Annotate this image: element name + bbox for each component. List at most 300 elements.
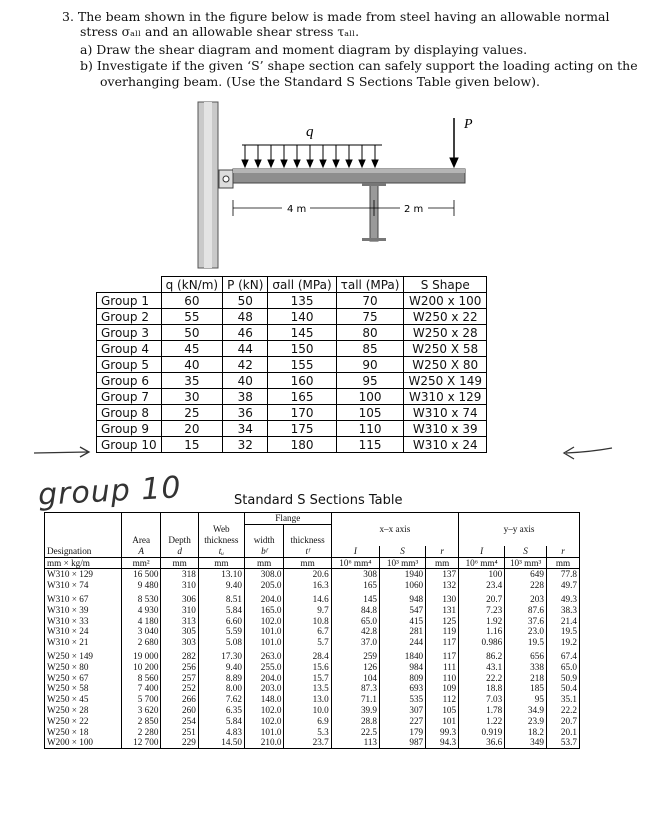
section-value-cell: 263.0 bbox=[244, 648, 284, 662]
group-value-cell: 100 bbox=[336, 389, 404, 405]
symbol-sx: S bbox=[380, 546, 426, 557]
symbol-iy: I bbox=[459, 546, 505, 557]
groups-table bbox=[96, 276, 487, 453]
group-value-cell: 36 bbox=[223, 405, 268, 421]
group-value-cell: 160 bbox=[268, 373, 336, 389]
groups-table-header-row bbox=[97, 277, 487, 293]
group-value-cell: 44 bbox=[223, 341, 268, 357]
section-value-cell: 38.3 bbox=[546, 605, 579, 616]
section-value-cell: 165.0 bbox=[244, 605, 284, 616]
section-value-cell: 36.6 bbox=[459, 737, 505, 748]
section-value-cell: 281 bbox=[380, 626, 426, 637]
section-value-cell: 16 500 bbox=[121, 569, 161, 580]
section-value-cell: 218 bbox=[505, 673, 547, 684]
section-value-cell: 205.0 bbox=[244, 580, 284, 591]
group-value-cell: 175 bbox=[268, 421, 336, 437]
group-value-cell: 110 bbox=[336, 421, 404, 437]
section-value-cell: 15.6 bbox=[284, 662, 331, 673]
group-value-cell: 55 bbox=[161, 309, 222, 325]
area-header: Area bbox=[121, 535, 161, 546]
section-row bbox=[45, 648, 580, 662]
section-value-cell: 4 930 bbox=[121, 605, 161, 616]
section-value-cell: 86.2 bbox=[459, 648, 505, 662]
section-value-cell: 204.0 bbox=[244, 673, 284, 684]
section-value-cell: 338 bbox=[505, 662, 547, 673]
section-row bbox=[45, 705, 580, 716]
section-value-cell: 8 530 bbox=[121, 591, 161, 605]
section-value-cell: 8.89 bbox=[198, 673, 244, 684]
group-name-cell: Group 9 bbox=[97, 421, 162, 437]
groups-table-row bbox=[97, 405, 487, 421]
section-value-cell: 130 bbox=[426, 591, 459, 605]
section-value-cell: 84.8 bbox=[331, 605, 379, 616]
section-value-cell: 111 bbox=[426, 662, 459, 673]
load-label-q: q bbox=[306, 124, 314, 140]
groups-header-q: q (kN/m) bbox=[161, 277, 222, 293]
section-value-cell: 50.4 bbox=[546, 683, 579, 694]
section-value-cell: 6.60 bbox=[198, 616, 244, 627]
section-value-cell: 244 bbox=[380, 637, 426, 648]
group-value-cell: 45 bbox=[161, 341, 222, 357]
group-value-cell: 140 bbox=[268, 309, 336, 325]
section-value-cell: 1840 bbox=[380, 648, 426, 662]
section-value-cell: 101.0 bbox=[244, 727, 284, 738]
symbol-tw: tᵤ bbox=[198, 546, 244, 557]
groups-table-row bbox=[97, 357, 487, 373]
unit-cell: mm bbox=[426, 557, 459, 569]
groups-table-row bbox=[97, 341, 487, 357]
section-value-cell: 35.1 bbox=[546, 694, 579, 705]
groups-table-row bbox=[97, 325, 487, 341]
section-value-cell: 53.7 bbox=[546, 737, 579, 748]
groups-table-row bbox=[97, 309, 487, 325]
symbol-bf: bᶠ bbox=[244, 546, 284, 557]
section-value-cell: 5.08 bbox=[198, 637, 244, 648]
group-value-cell: 40 bbox=[161, 357, 222, 373]
group-name-cell: Group 6 bbox=[97, 373, 162, 389]
section-value-cell: 693 bbox=[380, 683, 426, 694]
section-value-cell: 15.7 bbox=[284, 673, 331, 684]
group-value-cell: 105 bbox=[336, 405, 404, 421]
section-value-cell: 125 bbox=[426, 616, 459, 627]
section-value-cell: 210.0 bbox=[244, 737, 284, 748]
section-value-cell: 984 bbox=[380, 662, 426, 673]
group-value-cell: W310 x 74 bbox=[404, 405, 487, 421]
designation-cell: W310 × 33 bbox=[45, 616, 122, 627]
section-value-cell: 6.7 bbox=[284, 626, 331, 637]
designation-cell: W250 × 80 bbox=[45, 662, 122, 673]
section-value-cell: 49.7 bbox=[546, 580, 579, 591]
section-value-cell: 228 bbox=[505, 580, 547, 591]
designation-cell: W250 × 22 bbox=[45, 716, 122, 727]
group-name-cell: Group 4 bbox=[97, 341, 162, 357]
section-value-cell: 256 bbox=[161, 662, 198, 673]
section-value-cell: 19 000 bbox=[121, 648, 161, 662]
section-value-cell: 3 620 bbox=[121, 705, 161, 716]
section-value-cell: 20.7 bbox=[459, 591, 505, 605]
section-value-cell: 9.40 bbox=[198, 580, 244, 591]
section-value-cell: 117 bbox=[426, 648, 459, 662]
group-name-cell: Group 5 bbox=[97, 357, 162, 373]
section-value-cell: 3 040 bbox=[121, 626, 161, 637]
section-value-cell: 28.4 bbox=[284, 648, 331, 662]
section-row bbox=[45, 580, 580, 591]
group-value-cell: 80 bbox=[336, 325, 404, 341]
section-value-cell: 12 700 bbox=[121, 737, 161, 748]
unit-cell: 10³ mm³ bbox=[380, 557, 426, 569]
section-value-cell: 656 bbox=[505, 648, 547, 662]
section-row bbox=[45, 569, 580, 580]
section-value-cell: 14.6 bbox=[284, 591, 331, 605]
section-value-cell: 2 680 bbox=[121, 637, 161, 648]
group-value-cell: W250 x 28 bbox=[404, 325, 487, 341]
flange-thickness-header: thickness bbox=[284, 535, 331, 546]
groups-table-row bbox=[97, 293, 487, 309]
section-value-cell: 305 bbox=[161, 626, 198, 637]
unit-cell: mm bbox=[198, 557, 244, 569]
section-value-cell: 94.3 bbox=[426, 737, 459, 748]
section-value-cell: 9.7 bbox=[284, 605, 331, 616]
group-value-cell: W310 x 39 bbox=[404, 421, 487, 437]
section-value-cell: 307 bbox=[380, 705, 426, 716]
yy-axis-header: y–y axis bbox=[459, 524, 580, 535]
section-row bbox=[45, 637, 580, 648]
section-value-cell: 535 bbox=[380, 694, 426, 705]
section-row bbox=[45, 716, 580, 727]
section-value-cell: 649 bbox=[505, 569, 547, 580]
section-value-cell: 65.0 bbox=[546, 662, 579, 673]
web-header: Web bbox=[198, 524, 244, 535]
section-value-cell: 23.9 bbox=[505, 716, 547, 727]
group-value-cell: 95 bbox=[336, 373, 404, 389]
group-name-cell: Group 10 bbox=[97, 437, 162, 453]
section-value-cell: 303 bbox=[161, 637, 198, 648]
section-value-cell: 109 bbox=[426, 683, 459, 694]
section-value-cell: 100 bbox=[459, 569, 505, 580]
section-value-cell: 260 bbox=[161, 705, 198, 716]
section-value-cell: 19.5 bbox=[546, 626, 579, 637]
question-part-b-line-2: overhanging beam. (Use the Standard S Sections Table given below). bbox=[100, 74, 540, 89]
unit-cell: mm × kg/m bbox=[45, 557, 122, 569]
designation-cell: W310 × 21 bbox=[45, 637, 122, 648]
section-value-cell: 18.8 bbox=[459, 683, 505, 694]
section-value-cell: 23.0 bbox=[505, 626, 547, 637]
groups-header-tau: τall (MPa) bbox=[336, 277, 404, 293]
section-value-cell: 49.3 bbox=[546, 591, 579, 605]
section-value-cell: 0.919 bbox=[459, 727, 505, 738]
section-value-cell: 19.5 bbox=[505, 637, 547, 648]
designation-cell: W310 × 24 bbox=[45, 626, 122, 637]
group-value-cell: 90 bbox=[336, 357, 404, 373]
handwritten-arrows bbox=[0, 440, 660, 470]
question-line-1: 3. The beam shown in the figure below is made from steel having an allowable normal bbox=[62, 9, 610, 24]
group-name-cell: Group 1 bbox=[97, 293, 162, 309]
section-value-cell: 1060 bbox=[380, 580, 426, 591]
section-value-cell: 99.3 bbox=[426, 727, 459, 738]
section-value-cell: 77.8 bbox=[546, 569, 579, 580]
section-value-cell: 37.0 bbox=[331, 637, 379, 648]
group-value-cell: 20 bbox=[161, 421, 222, 437]
group-value-cell: 75 bbox=[336, 309, 404, 325]
designation-cell: W250 × 18 bbox=[45, 727, 122, 738]
symbol-tf: tᶠ bbox=[284, 546, 331, 557]
designation-cell: W250 × 58 bbox=[45, 683, 122, 694]
group-name-cell: Group 8 bbox=[97, 405, 162, 421]
section-row bbox=[45, 662, 580, 673]
section-value-cell: 8.00 bbox=[198, 683, 244, 694]
depth-header: Depth bbox=[161, 535, 198, 546]
designation-cell: W200 × 100 bbox=[45, 737, 122, 748]
section-value-cell: 227 bbox=[380, 716, 426, 727]
section-value-cell: 313 bbox=[161, 616, 198, 627]
section-value-cell: 65.0 bbox=[331, 616, 379, 627]
groups-table-row bbox=[97, 421, 487, 437]
section-value-cell: 5.7 bbox=[284, 637, 331, 648]
section-value-cell: 5 700 bbox=[121, 694, 161, 705]
designation-cell: W250 × 149 bbox=[45, 648, 122, 662]
section-value-cell: 5.84 bbox=[198, 605, 244, 616]
designation-cell: W310 × 39 bbox=[45, 605, 122, 616]
designation-cell: W310 × 74 bbox=[45, 580, 122, 591]
section-row bbox=[45, 616, 580, 627]
section-value-cell: 229 bbox=[161, 737, 198, 748]
group-value-cell: 85 bbox=[336, 341, 404, 357]
section-value-cell: 1.92 bbox=[459, 616, 505, 627]
question-part-a: a) Draw the shear diagram and moment diagram by displaying values. bbox=[80, 42, 528, 57]
designation-cell: W250 × 67 bbox=[45, 673, 122, 684]
xx-axis-header: x–x axis bbox=[331, 524, 458, 535]
section-value-cell: 13.5 bbox=[284, 683, 331, 694]
section-value-cell: 9 480 bbox=[121, 580, 161, 591]
section-value-cell: 547 bbox=[380, 605, 426, 616]
left-arrow-icon bbox=[34, 447, 89, 457]
groups-header-sigma: σall (MPa) bbox=[268, 277, 336, 293]
distributed-load-arrows bbox=[242, 145, 378, 167]
section-value-cell: 7 400 bbox=[121, 683, 161, 694]
section-value-cell: 102.0 bbox=[244, 716, 284, 727]
section-value-cell: 87.6 bbox=[505, 605, 547, 616]
section-value-cell: 0.986 bbox=[459, 637, 505, 648]
section-value-cell: 20.6 bbox=[284, 569, 331, 580]
question-line-2: stress σₐₗₗ and an allowable shear stress τₐₗₗ. bbox=[80, 24, 360, 39]
symbol-d: d bbox=[161, 546, 198, 557]
group-name-cell: Group 2 bbox=[97, 309, 162, 325]
section-value-cell: 1940 bbox=[380, 569, 426, 580]
right-arrow-icon bbox=[564, 447, 612, 459]
section-value-cell: 415 bbox=[380, 616, 426, 627]
section-value-cell: 67.4 bbox=[546, 648, 579, 662]
group-value-cell: 70 bbox=[336, 293, 404, 309]
unit-cell: mm bbox=[161, 557, 198, 569]
section-value-cell: 20.1 bbox=[546, 727, 579, 738]
group-value-cell: 115 bbox=[336, 437, 404, 453]
section-value-cell: 10.8 bbox=[284, 616, 331, 627]
unit-cell: 10³ mm³ bbox=[505, 557, 547, 569]
section-value-cell: 6.9 bbox=[284, 716, 331, 727]
groups-table-row bbox=[97, 389, 487, 405]
group-value-cell: 38 bbox=[223, 389, 268, 405]
section-value-cell: 318 bbox=[161, 569, 198, 580]
section-row bbox=[45, 694, 580, 705]
section-value-cell: 987 bbox=[380, 737, 426, 748]
section-value-cell: 255.0 bbox=[244, 662, 284, 673]
group-value-cell: W250 X 80 bbox=[404, 357, 487, 373]
section-value-cell: 101.0 bbox=[244, 626, 284, 637]
symbol-rx: r bbox=[426, 546, 459, 557]
group-value-cell: 50 bbox=[161, 325, 222, 341]
symbol-sy: S bbox=[505, 546, 547, 557]
section-value-cell: 1.22 bbox=[459, 716, 505, 727]
flange-width-header: width bbox=[244, 535, 284, 546]
section-value-cell: 203.0 bbox=[244, 683, 284, 694]
group-value-cell: 40 bbox=[223, 373, 268, 389]
section-value-cell: 282 bbox=[161, 648, 198, 662]
unit-cell: 10⁶ mm⁴ bbox=[331, 557, 379, 569]
section-value-cell: 17.30 bbox=[198, 648, 244, 662]
groups-header-empty bbox=[97, 277, 162, 293]
group-value-cell: 34 bbox=[223, 421, 268, 437]
designation-cell: W310 × 67 bbox=[45, 591, 122, 605]
group-value-cell: 42 bbox=[223, 357, 268, 373]
section-value-cell: 101.0 bbox=[244, 637, 284, 648]
group-value-cell: 170 bbox=[268, 405, 336, 421]
groups-header-p: P (kN) bbox=[223, 277, 268, 293]
point-load-label: P bbox=[464, 117, 473, 132]
section-value-cell: 252 bbox=[161, 683, 198, 694]
section-value-cell: 204.0 bbox=[244, 591, 284, 605]
section-value-cell: 254 bbox=[161, 716, 198, 727]
section-value-cell: 37.6 bbox=[505, 616, 547, 627]
section-value-cell: 185 bbox=[505, 683, 547, 694]
group-value-cell: W310 x 129 bbox=[404, 389, 487, 405]
section-value-cell: 7.62 bbox=[198, 694, 244, 705]
section-value-cell: 14.50 bbox=[198, 737, 244, 748]
section-value-cell: 8.51 bbox=[198, 591, 244, 605]
overhang-dimension-label: 2 m bbox=[404, 204, 424, 215]
group-value-cell: 48 bbox=[223, 309, 268, 325]
section-row bbox=[45, 605, 580, 616]
section-value-cell: 2 280 bbox=[121, 727, 161, 738]
section-value-cell: 10.0 bbox=[284, 705, 331, 716]
section-row bbox=[45, 683, 580, 694]
designation-cell: W250 × 45 bbox=[45, 694, 122, 705]
section-value-cell: 105 bbox=[426, 705, 459, 716]
section-value-cell: 104 bbox=[331, 673, 379, 684]
section-value-cell: 948 bbox=[380, 591, 426, 605]
section-value-cell: 39.9 bbox=[331, 705, 379, 716]
section-value-cell: 113 bbox=[331, 737, 379, 748]
group-value-cell: 46 bbox=[223, 325, 268, 341]
group-value-cell: 15 bbox=[161, 437, 222, 453]
section-value-cell: 119 bbox=[426, 626, 459, 637]
section-value-cell: 117 bbox=[426, 637, 459, 648]
section-value-cell: 145 bbox=[331, 591, 379, 605]
section-value-cell: 349 bbox=[505, 737, 547, 748]
group-value-cell: 30 bbox=[161, 389, 222, 405]
symbol-ry: r bbox=[546, 546, 579, 557]
group-value-cell: 150 bbox=[268, 341, 336, 357]
section-value-cell: 251 bbox=[161, 727, 198, 738]
section-value-cell: 102.0 bbox=[244, 705, 284, 716]
span-dimension-label: 4 m bbox=[287, 204, 307, 215]
section-value-cell: 43.1 bbox=[459, 662, 505, 673]
section-value-cell: 1.16 bbox=[459, 626, 505, 637]
section-value-cell: 5.84 bbox=[198, 716, 244, 727]
section-value-cell: 95 bbox=[505, 694, 547, 705]
unit-cell: 10⁶ mm⁴ bbox=[459, 557, 505, 569]
section-value-cell: 308.0 bbox=[244, 569, 284, 580]
question-part-b-line-1: b) Investigate if the given ‘S’ shape section can safely support the loading acting on the bbox=[80, 58, 638, 73]
unit-cell: mm bbox=[284, 557, 331, 569]
section-value-cell: 8 560 bbox=[121, 673, 161, 684]
section-value-cell: 19.2 bbox=[546, 637, 579, 648]
section-row bbox=[45, 673, 580, 684]
section-value-cell: 257 bbox=[161, 673, 198, 684]
group-value-cell: 60 bbox=[161, 293, 222, 309]
section-value-cell: 6.35 bbox=[198, 705, 244, 716]
group-value-cell: 32 bbox=[223, 437, 268, 453]
section-value-cell: 23.7 bbox=[284, 737, 331, 748]
section-value-cell: 137 bbox=[426, 569, 459, 580]
section-value-cell: 28.8 bbox=[331, 716, 379, 727]
group-value-cell: 25 bbox=[161, 405, 222, 421]
section-value-cell: 4 180 bbox=[121, 616, 161, 627]
unit-cell: mm² bbox=[121, 557, 161, 569]
section-row bbox=[45, 591, 580, 605]
handwritten-note: group 10 bbox=[37, 470, 183, 513]
group-value-cell: 180 bbox=[268, 437, 336, 453]
section-value-cell: 101 bbox=[426, 716, 459, 727]
section-value-cell: 165 bbox=[331, 580, 379, 591]
standard-s-sections-table bbox=[44, 512, 580, 749]
section-value-cell: 308 bbox=[331, 569, 379, 580]
section-value-cell: 259 bbox=[331, 648, 379, 662]
section-value-cell: 5.3 bbox=[284, 727, 331, 738]
group-value-cell: W250 x 22 bbox=[404, 309, 487, 325]
symbol-ix: I bbox=[331, 546, 379, 557]
section-value-cell: 110 bbox=[426, 673, 459, 684]
groups-table-row bbox=[97, 373, 487, 389]
section-value-cell: 2 850 bbox=[121, 716, 161, 727]
section-row bbox=[45, 626, 580, 637]
group-value-cell: 50 bbox=[223, 293, 268, 309]
section-value-cell: 42.8 bbox=[331, 626, 379, 637]
group-value-cell: 145 bbox=[268, 325, 336, 341]
group-value-cell: W200 x 100 bbox=[404, 293, 487, 309]
section-value-cell: 23.4 bbox=[459, 580, 505, 591]
designation-cell: W250 × 28 bbox=[45, 705, 122, 716]
symbol-a: A bbox=[121, 546, 161, 557]
section-value-cell: 7.23 bbox=[459, 605, 505, 616]
point-load-arrow bbox=[450, 118, 458, 167]
section-value-cell: 20.7 bbox=[546, 716, 579, 727]
section-value-cell: 112 bbox=[426, 694, 459, 705]
designation-cell: W310 × 129 bbox=[45, 569, 122, 580]
section-row bbox=[45, 737, 580, 748]
section-value-cell: 266 bbox=[161, 694, 198, 705]
section-value-cell: 22.5 bbox=[331, 727, 379, 738]
section-value-cell: 34.9 bbox=[505, 705, 547, 716]
web-thickness-header: thickness bbox=[198, 535, 244, 546]
section-value-cell: 1.78 bbox=[459, 705, 505, 716]
section-value-cell: 126 bbox=[331, 662, 379, 673]
section-value-cell: 310 bbox=[161, 580, 198, 591]
section-value-cell: 87.3 bbox=[331, 683, 379, 694]
designation-header: Designation bbox=[45, 546, 122, 557]
section-value-cell: 50.9 bbox=[546, 673, 579, 684]
section-value-cell: 13.0 bbox=[284, 694, 331, 705]
section-value-cell: 179 bbox=[380, 727, 426, 738]
